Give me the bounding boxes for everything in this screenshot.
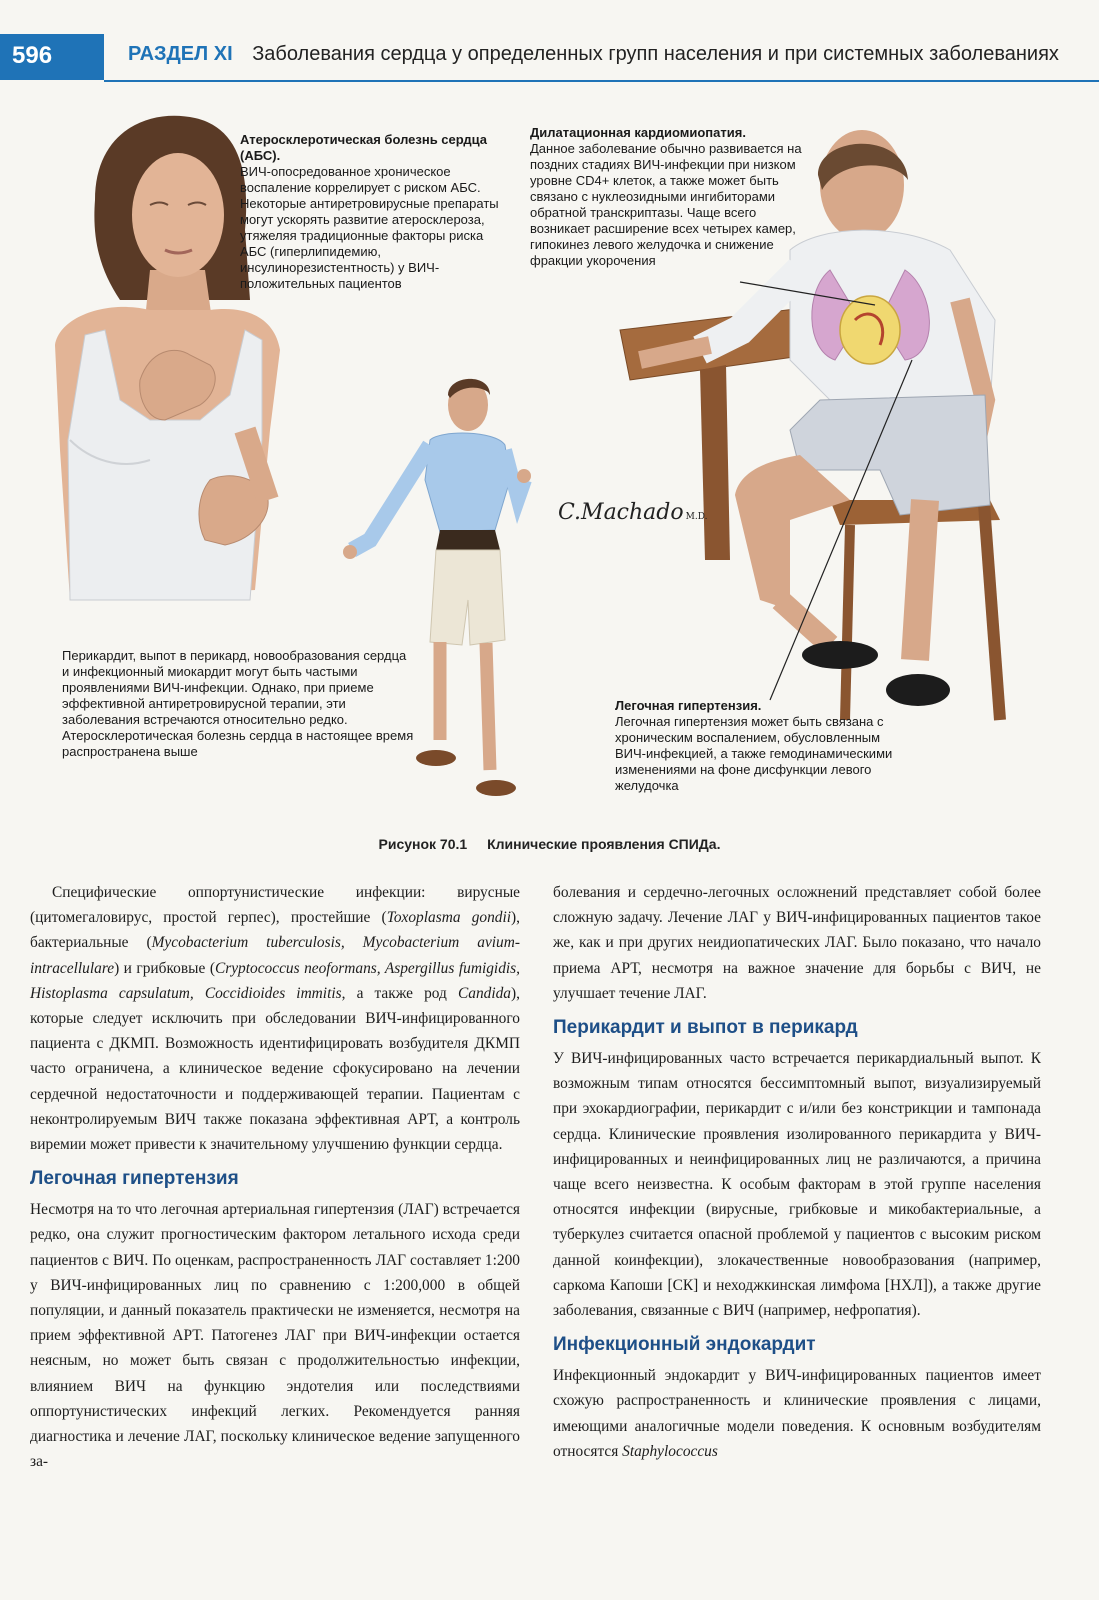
heading-pericarditis: Перикардит и выпот в перикард xyxy=(553,1017,858,1039)
paragraph-opportunistic-infections: Специфические оппортунистические инфекции: вирусные (цитомегаловирус, простой герпес), простейшие (Toxoplasma gondii), бактериальные (Mycobacterium tuberculosis, Mycobacterium avium-intracellulare) и грибковые (Cryptococcus neoformans, Aspergillus fumigidis, Histoplasma capsulatum, Coccidioides immitis, а также род Candida), которые следует исключить при обследовании ВИЧ-инфицированного пациента с ДКМП. Возможность идентифицировать возбудителя ДКМП часто ограничена, а клиническое ведение сфокусировано на лечении сердечной недостаточности и поддерживающей терапии. Пациентам с неконтролируемым ВИЧ также показана эффективная АРТ, а контроль виремии может привести к значительному улучшению функции сердца. xyxy=(30,884,521,1154)
callout-dilated-cardiomyopathy xyxy=(530,125,805,269)
callout-coronary-disease xyxy=(240,132,510,292)
callout-pulmonary-hypertension xyxy=(615,698,895,794)
paragraph-pulmonary-hypertension: Несмотря на то что легочная артериальная гипертензия (ЛАГ) встречается редко, она служит прогностическим фактором летального исхода среди пациентов с ВИЧ. По оценкам, распространенность ЛАГ составляет 1:200 у ВИЧ-инфицированных лиц по сравнению с 1:200,000 в общей популяции, и данный показатель практически не изменяется, несмотря на прием эффективной АРТ. Патогенез ЛАГ при ВИЧ-инфекции остается неясным, но может быть связан с продолжительностью инфекции, влиянием ВИЧ на функцию эндотелия или последствиями оппортунистических инфекций легких. Рекомендуется ранняя диагностика и лечение ЛАГ, поскольку клиническое ведение запущенного за- xyxy=(30,1201,520,1471)
heading-pulmonary-hypertension: Легочная гипертензия xyxy=(30,1168,239,1190)
left-column xyxy=(30,880,520,1474)
callout-dkmp-text: Данное заболевание обычно развивается на поздних стадиях ВИЧ-инфекции при низком уровне CD4+ клеток, а также может быть связано с нуклеозидными ингибиторами обратной транскриптазы. Чаще всего возникает расширение всех четырех камер, гипокинез левого желудочка и снижение фракции укорочения xyxy=(530,141,802,268)
paragraph-endocarditis: Инфекционный эндокардит у ВИЧ-инфицированных пациентов имеет схожую распространенность и клинические проявления с лицами, имеющими аналогичные модели поведения. К основным возбудителям относятся Staphylococcus xyxy=(553,1367,1041,1460)
page-number: 596 xyxy=(12,42,53,69)
figure-label: Рисунок 70.1 xyxy=(378,836,468,852)
figure-clinical-manifestations xyxy=(0,95,1099,830)
figure-caption xyxy=(0,836,1099,852)
paragraph-lag-continued: болевания и сердечно-легочных осложнений представляет собой более сложную задачу. Лечение ЛАГ у ВИЧ-инфицированных пациентов такое же, как и при других неидиопатических ЛАГ. Было показано, что начало приема АРТ, несмотря на важное значение для борьбы с ВИЧ, не улучшает течение ЛАГ. xyxy=(553,884,1041,1002)
paragraph-pericarditis: У ВИЧ-инфицированных часто встречается перикардиальный выпот. К возможным типам относятся бессимптомный выпот, визуализируемый при эхокардиографии, перикардит с и/или без констрикции и тампонада сердца. Клинические проявления изолированного перикардита у ВИЧ-инфицированных и неинфицированных лиц не различаются, а причина чаще всего неизвестна. К особым факторам в этой группе населения относятся инфекции (вирусные, грибковые и микобактериальные, а туберкулез считается опасной проблемой у пациентов с высоким риском данной коинфекции), злокачественные новообразования (например, саркома Капоши [СК] и неходжкинская лимфома [НХЛ]), а также другие заболевания, связанные с ВИЧ (например, нефропатия). xyxy=(553,1050,1041,1320)
callout-lag-title: Легочная гипертензия. xyxy=(615,698,762,713)
callout-coronary-text: ВИЧ-опосредованное хроническое воспаление коррелирует с риском АБС. Некоторые антиретровирусные препараты могут ускорять развитие атеросклероза, утяжеляя традиционные факторы риска АБС (гиперлипидемию, инсулинорезистентность) у ВИЧ-положительных пациентов xyxy=(240,164,499,291)
artist-signature: C.Machado M.D. xyxy=(558,500,708,525)
page-number-box xyxy=(0,34,104,80)
callout-peri-text: Перикардит, выпот в перикард, новообразования сердца и инфекционный миокардит могут быть частыми проявлениями ВИЧ-инфекции. Однако, при приеме эффективной антиретровирусной терапии, эти заболевания встречаются относительно редко. Атеросклеротическая болезнь сердца в настоящее время распространена выше xyxy=(62,648,414,759)
callout-coronary-title: Атеросклеротическая болезнь сердца (АБС). xyxy=(240,132,488,163)
section-title: Заболевания сердца у определенных групп населения и при системных заболеваниях xyxy=(252,43,1059,65)
callout-lag-text: Легочная гипертензия может быть связана с хроническим воспалением, обусловленным ВИЧ-инфекцией, а также гемодинамическими изменениями на фоне дисфункции левого желудочка xyxy=(615,714,893,793)
heading-endocarditis: Инфекционный эндокардит xyxy=(553,1334,816,1356)
running-header xyxy=(128,43,1088,66)
right-column xyxy=(553,880,1041,1464)
figure-caption-text: Клинические проявления СПИДа. xyxy=(487,836,721,852)
callout-pericarditis xyxy=(62,648,417,760)
section-label: РАЗДЕЛ XI xyxy=(128,43,233,65)
callout-dkmp-title: Дилатационная кардиомиопатия. xyxy=(530,125,746,140)
